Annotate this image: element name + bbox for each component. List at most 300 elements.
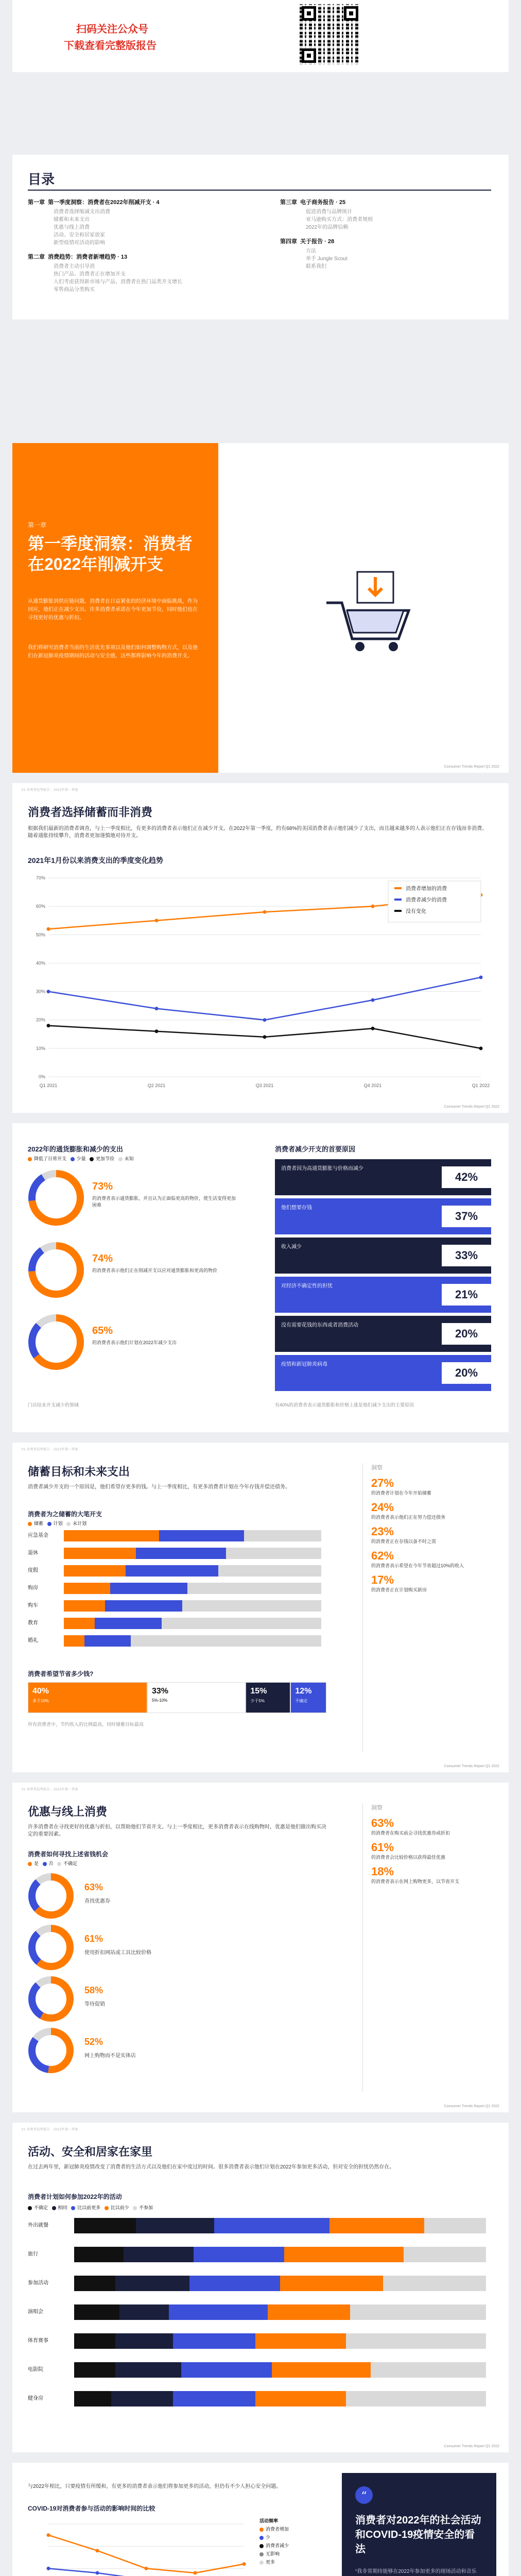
data-point — [263, 1035, 267, 1039]
donut-chart — [28, 1873, 74, 1919]
quote-text: “我非常期待能够在2022年参加更多的现场活动和音乐 — [355, 2569, 477, 2574]
side-pct: 27% — [371, 1477, 394, 1489]
goal-segment — [28, 1682, 147, 1713]
bar-label: 度假 — [28, 1568, 38, 1573]
bar-segment — [189, 2276, 280, 2291]
activity-rows — [28, 2218, 491, 2434]
bar-segment — [74, 2276, 115, 2291]
toc-sub: 活动、安全和居家放家 — [54, 232, 105, 238]
bar-segment — [162, 1618, 321, 1629]
legend-label: 少 — [266, 2535, 271, 2540]
deals-legend — [28, 1860, 77, 1867]
donut-group — [28, 1873, 326, 2089]
bar-segment — [383, 2276, 486, 2291]
bar-segment — [95, 1618, 162, 1629]
bar-segment — [218, 1565, 321, 1577]
row-label: 外出就餐 — [28, 2223, 48, 2228]
covid-line-chart — [28, 2517, 254, 2576]
legend-swatch — [394, 910, 402, 912]
bar-segment — [244, 1530, 321, 1541]
bar-label: 购房 — [28, 1585, 38, 1591]
bar-segment — [187, 1583, 321, 1594]
goal-label: 少于5% — [250, 1699, 265, 1703]
toc-chapter[interactable]: 第二章 消费趋势：消费者新增趋势 · 13 消费者主动引导消 热门产品、消费者正在增加开支 人们考虑获得新市场与产品、消费者在热门品类开支增长 零售商品分类购买 — [28, 252, 249, 294]
reason-pct: 20% — [442, 1362, 491, 1384]
data-point — [263, 910, 267, 914]
chapter1-para2: 我们将研究消费者当前的生活优先事项以及他们如何调整购物方式，以及他们在新冠肺炎疫情期间的活动与安全感，这些都将影响今年的消费开支。 — [28, 645, 198, 659]
bar-segment — [169, 2304, 268, 2320]
toc-sub: 方法 — [306, 248, 316, 254]
toc-sub: 促进消费与品牌统计 — [306, 209, 352, 215]
data-point — [242, 2562, 246, 2566]
bar-segment — [404, 2247, 486, 2262]
savings-bars — [28, 1530, 326, 1659]
legend-label: 是 — [34, 1861, 39, 1866]
legend-label: 未计划 — [73, 1521, 87, 1526]
donut-pct: 61% — [84, 1934, 103, 1944]
promo-line-2: 下载查看完整版报告 — [64, 40, 157, 52]
bar-segment — [74, 2304, 119, 2320]
bar-segment — [74, 2247, 124, 2262]
reason-pct: 21% — [442, 1284, 491, 1306]
side-text: 的消费者会比较价格以获得最佳优惠 — [371, 1855, 446, 1860]
bar-segment — [350, 2304, 486, 2320]
bar-segment — [64, 1583, 110, 1594]
side-pct: 61% — [371, 1841, 394, 1854]
page-footer: Consumer Trends Report Q1 2022 — [444, 2445, 499, 2448]
bar-segment — [173, 2333, 255, 2349]
bar-segment — [126, 1565, 218, 1577]
q-title: 消费者为之储蓄的大笔开支 — [28, 1511, 102, 1518]
legend-label: 不确定 — [34, 2205, 48, 2210]
toc-chapter-page: 28 — [327, 239, 335, 245]
reason-pct: 20% — [442, 1323, 491, 1345]
side-pct: 24% — [371, 1501, 394, 1514]
toc-title: 目录 — [28, 172, 55, 187]
y-tick-label: 20% — [36, 1017, 45, 1023]
bar-label: 退休 — [28, 1550, 38, 1556]
legend-label: 否 — [48, 1861, 54, 1866]
legend-swatch — [394, 887, 402, 889]
goal-label: 不确定 — [295, 1699, 308, 1703]
savings-goal-bar — [28, 1682, 326, 1713]
data-point — [263, 1018, 267, 1022]
chapter1-para1: 从通货膨胀到供应链问题，消费者在日益紧张的经济环境中面临挑战，作为回应，他们正在减少支出。许多消费者承诺在今年更加节俭，同时他们也在寻找更好的优惠与折扣。 — [28, 599, 198, 621]
toc-chapter-label: 第四章 — [280, 239, 297, 245]
bar-segment — [119, 2304, 169, 2320]
toc-chapter-title: 关于报告 — [300, 239, 323, 245]
page-kicker: 01 消费者趋势报告 · 2022年第一季度 — [22, 1788, 79, 1791]
bar-segment — [268, 2304, 350, 2320]
series-line — [48, 977, 481, 1020]
data-point — [371, 1027, 375, 1030]
legend-label: 少量 — [76, 1156, 86, 1161]
bar-segment — [136, 1548, 226, 1559]
donut-chart — [28, 1242, 84, 1298]
y-tick-label: 70% — [36, 875, 45, 880]
toc-page — [12, 155, 509, 319]
legend-title: 活动频率 — [259, 2518, 279, 2523]
reason-row — [275, 1238, 491, 1274]
bar-segment — [64, 1600, 105, 1612]
toc-chapter-title: 第一季度洞察：消费者在2022年削减开支 — [48, 199, 151, 206]
page-title: 活动、安全和居家在家里 — [28, 2145, 153, 2158]
data-point — [96, 2549, 99, 2552]
toc-sub: 亚马逊购买方式：消费者规则 — [306, 217, 373, 223]
reason-text: 对经济不确定性的担忧 — [281, 1283, 333, 1289]
donut-chart — [28, 1924, 74, 1971]
q-title: 消费者如何寻找上述省钱机会 — [28, 1851, 109, 1858]
side-text: 的消费者在购买前会寻找优惠券或折扣 — [371, 1831, 450, 1836]
page-footer: Consumer Trends Report Q1 2022 — [444, 2105, 499, 2108]
q-title: 消费者计划如何参加2022年的活动 — [28, 2193, 122, 2200]
donut-chart — [28, 1976, 74, 2022]
bar-segment — [64, 1618, 95, 1629]
page-title: 优惠与线上消费 — [28, 1805, 108, 1818]
bar-segment — [64, 1635, 84, 1647]
bar-segment — [115, 2276, 189, 2291]
donut-legend — [28, 1155, 134, 1162]
donut-pct: 58% — [84, 1985, 103, 1995]
reason-pct: 37% — [442, 1206, 491, 1227]
bar-segment — [329, 2218, 424, 2233]
bar-segment — [115, 2333, 173, 2349]
side-pct: 23% — [371, 1525, 394, 1538]
side-text: 的消费者表示在网上购物更多，以节省开支 — [371, 1879, 460, 1884]
reason-row — [275, 1316, 491, 1352]
donut-pct: 65% — [92, 1325, 113, 1336]
data-point — [155, 1007, 159, 1010]
page-intro: 消费者减少开支的一个原因是，他们希望存更多的钱。与上一季度相比，有更多消费者计划在今年存钱并偿还债务。 — [28, 1484, 290, 1490]
bar-segment — [64, 1530, 159, 1541]
bar-segment — [346, 2391, 486, 2406]
toc-chapter[interactable]: 第三章 电子商务报告 · 25 促进消费与品牌统计 亚马逊购买方式：消费者规则 2022年的品牌信赖 — [280, 198, 486, 231]
chapter1-title: 第一季度洞察：消费者在2022年削减开支 — [28, 534, 193, 573]
goal-label: 5%-10% — [152, 1698, 168, 1703]
donut-chart — [28, 2027, 74, 2074]
toc-chapter-title: 电子商务报告 — [300, 199, 335, 206]
data-point — [47, 2533, 50, 2537]
page-intro: 在过去两年里，新冠肺炎疫情改变了消费者的生活方式以及他们在家中度过的时间。很多消费者表示他们计划在2022年参加更多活动，但对安全的担忧仍然存在。 — [28, 2164, 395, 2170]
bar-segment — [255, 2333, 346, 2349]
bar-segment — [226, 1548, 321, 1559]
legend-label: 计划 — [53, 1521, 63, 1526]
bar-segment — [371, 2362, 486, 2378]
donut-chart — [28, 1170, 84, 1226]
bar-segment — [124, 2247, 194, 2262]
data-point — [155, 919, 159, 922]
bar-label: 购车 — [28, 1603, 38, 1608]
toc-chapter-label: 第三章 — [280, 199, 297, 206]
legend-label: 没有变化 — [406, 909, 426, 914]
legend-swatch — [394, 899, 402, 901]
x-tick-label: Q1 2022 — [472, 1083, 490, 1088]
row-label: 体育赛事 — [28, 2338, 48, 2344]
toc-chapter-title: 消费趋势：消费者新增趋势 — [48, 254, 116, 260]
goal-segment — [246, 1682, 290, 1713]
row-label: 旅行 — [28, 2251, 38, 2257]
data-point — [371, 905, 375, 908]
activities-page — [12, 2123, 509, 2452]
legend-label: 无影响 — [266, 2551, 280, 2556]
legend-label: 相同 — [58, 2205, 67, 2210]
donut-pct: 63% — [84, 1882, 103, 1892]
page-note: 所有消费者中，节约收入的比例最高，同时储蓄目标最高 — [28, 1722, 144, 1727]
toc-sub: 联系我们 — [306, 264, 326, 269]
page-intro: 根据我们最新的消费者调查，与上一季度相比，有更多的消费者表示他们正在减少开支。在2022年第一季度，约有68%的美国消费者表示他们减少了支出，而且越来越多的人表示他们正在存钱而非消费。随着通胀持续攀升，消费者更加谨慎地对待开支。 — [28, 826, 488, 839]
data-point — [47, 2567, 50, 2570]
bar-label: 教育 — [28, 1620, 38, 1626]
data-point — [479, 1046, 483, 1050]
bar-segment — [182, 1600, 321, 1612]
side-pct: 18% — [371, 1865, 394, 1878]
chart-title: 2021年1月份以来消费支出的季度变化趋势 — [28, 856, 163, 865]
donut-pct: 52% — [84, 2037, 103, 2047]
bar-segment — [74, 2333, 115, 2349]
bar-segment — [159, 1530, 244, 1541]
chart-legend — [259, 2517, 321, 2566]
q2-title: 消费者希望节省多少钱? — [28, 1670, 94, 1677]
side-panel — [362, 1803, 496, 2092]
bar-segment — [424, 2218, 486, 2233]
reason-row — [275, 1198, 491, 1234]
goal-pct: 40% — [32, 1687, 49, 1696]
y-tick-label: 0% — [38, 1074, 45, 1079]
reason-row — [275, 1355, 491, 1391]
row-label: 健身房 — [28, 2396, 43, 2401]
bar-segment — [115, 2362, 181, 2378]
bar-segment — [131, 1635, 321, 1647]
side-pct: 62% — [371, 1549, 394, 1562]
donut-text: 的消费者表示通货膨胀，并且认为正面临更高的物价，使生活变得更加困难 — [92, 1196, 236, 1208]
legend-label: 比以前更多 — [77, 2205, 101, 2210]
shopping-cart-icon — [321, 567, 419, 654]
data-point — [194, 2571, 197, 2575]
legend-label: 降低了日常开支 — [34, 1156, 67, 1161]
page-kicker: 01 消费者趋势报告 · 2022年第一季度 — [22, 1448, 79, 1451]
x-tick-label: Q1 2021 — [39, 1083, 58, 1088]
bar-segment — [194, 2247, 284, 2262]
donut-chart — [28, 1314, 84, 1370]
bar-segment — [280, 2276, 383, 2291]
reason-pct: 33% — [442, 1245, 491, 1266]
bar-segment — [74, 2218, 136, 2233]
bar-label: 婚礼 — [28, 1638, 38, 1643]
donut-label: 等待促销 — [84, 2002, 105, 2007]
donut-text: 的消费者表示他们正在削减开支以应对通货膨胀和更高的物价 — [92, 1268, 218, 1273]
data-point — [155, 1029, 159, 1033]
donut-label: 查找优惠券 — [84, 1899, 110, 1904]
donut-text: 的消费者表示他们计划在2022年减少支出 — [92, 1340, 177, 1345]
bar-segment — [136, 2218, 214, 2233]
data-point — [47, 1024, 50, 1027]
side-text: 的消费者正在计划购买新房 — [371, 1587, 427, 1592]
goal-label: 多于10% — [32, 1699, 49, 1703]
bar-segment — [111, 2391, 173, 2406]
left-note: 门店结业开支减少的领域 — [28, 1402, 79, 1408]
legend-label: 不确定 — [63, 1861, 78, 1866]
data-point — [479, 976, 483, 979]
y-tick-label: 30% — [36, 989, 45, 994]
legend-label: 储蓄 — [34, 1521, 44, 1526]
data-point — [145, 2567, 148, 2570]
side-stats — [371, 1817, 496, 1885]
chart-legend — [388, 881, 481, 922]
side-text: 的消费者正在存钱以备不时之需 — [371, 1539, 437, 1544]
toc-sub: 优惠与线上消费 — [54, 225, 90, 230]
toc-chapter-page: 25 — [339, 199, 346, 206]
bar-segment — [110, 1583, 187, 1594]
row-label: 演唱会 — [28, 2309, 43, 2315]
x-tick-label: Q2 2021 — [147, 1083, 166, 1088]
row-label: 参加活动 — [28, 2280, 48, 2286]
bar-segment — [284, 2247, 404, 2262]
quote-title: 消费者对2022年的社会活动和COVID-19疫情安全的看法 — [355, 2515, 481, 2555]
toc-chapter[interactable]: 第四章 关于报告 · 28 方法 单手 Jungle Scout 联系我们 — [280, 237, 486, 270]
page-intro: 与2022年相比，只要疫情有所缓和，有更多的消费者表示他们将参加更多的活动，但仍有不少人担心安全问题。 — [28, 2484, 282, 2489]
row-label: 电影院 — [28, 2367, 43, 2372]
y-tick-label: 50% — [36, 932, 45, 938]
reason-pct: 42% — [442, 1166, 491, 1188]
legend-label: 比以前少 — [110, 2205, 129, 2210]
page-kicker: 01 消费者趋势报告 · 2022年第一季度 — [22, 789, 79, 792]
y-tick-label: 10% — [36, 1045, 45, 1051]
promo-header — [12, 0, 509, 72]
donut-label: 网上购物而不是实体店 — [84, 2053, 136, 2059]
bar-segment — [214, 2218, 329, 2233]
toc-sub: 单手 Jungle Scout — [306, 256, 348, 262]
legend-label: 消费者减少 — [266, 2543, 289, 2548]
page-footer: Consumer Trends Report Q1 2022 — [444, 765, 499, 769]
donut-pct: 74% — [92, 1253, 113, 1264]
side-stats — [371, 1477, 496, 1594]
data-point — [371, 998, 375, 1002]
bar-segment — [74, 2391, 111, 2406]
bar-segment — [272, 2362, 371, 2378]
trend-page — [12, 783, 509, 1113]
savings-page — [12, 1443, 509, 1772]
reason-row — [275, 1159, 491, 1195]
goal-segment — [147, 1682, 246, 1713]
donut-pct: 73% — [92, 1181, 113, 1192]
bar-segment — [74, 2362, 115, 2378]
page-title: 消费者选择储蓄而非消费 — [28, 806, 153, 819]
side-text: 的消费者表示他们正在努力偿还债务 — [371, 1515, 446, 1520]
legend-label: 未知 — [124, 1156, 134, 1161]
reason-text: 没有需要花钱的东西或者消费活动 — [281, 1323, 358, 1328]
bar-segment — [64, 1565, 126, 1577]
chapter1-page — [12, 443, 509, 773]
data-point — [96, 2571, 99, 2575]
toc-chapter-label: 第二章 — [28, 254, 45, 260]
data-point — [47, 990, 50, 993]
toc-chapter-page: 13 — [120, 254, 128, 260]
x-tick-label: Q4 2021 — [363, 1083, 382, 1088]
toc-sub: 人们考虑获得新市场与产品、消费者在热门品类开支增长 — [54, 279, 182, 285]
toc-sub: 热门产品、消费者正在增加开支 — [54, 272, 126, 277]
legend-label: 更多 — [266, 2560, 275, 2565]
side-title: 洞察 — [371, 1805, 383, 1811]
quote-icon: “ — [355, 2486, 373, 2504]
bar-label: 应急基金 — [28, 1533, 48, 1538]
page-footer: Consumer Trends Report Q1 2022 — [444, 1765, 499, 1768]
toc-sub: 消费者主动引导消 — [54, 264, 95, 269]
trend-line-chart — [28, 871, 491, 1092]
legend-label: 消费者减少的消费 — [406, 897, 447, 903]
qr-code[interactable] — [300, 4, 360, 65]
savings-legend — [28, 1520, 86, 1527]
reason-list — [275, 1159, 491, 1394]
bar-segment — [64, 1548, 136, 1559]
reason-text: 疫情和新冠肺炎病毒 — [281, 1362, 327, 1367]
reason-text: 消费者因为高通货膨胀与价格而减少 — [281, 1166, 363, 1172]
chapter1-panel — [12, 443, 218, 773]
bar-segment — [173, 2391, 255, 2406]
chapter1-tag: 第一章 — [28, 521, 47, 529]
data-point — [47, 927, 50, 931]
legend-label: 更加节俭 — [96, 1156, 115, 1161]
legend-label: 不参加 — [139, 2205, 153, 2210]
legend-label: 消费者增加的消费 — [406, 886, 447, 892]
goal-pct: 15% — [250, 1687, 267, 1696]
toc-chapter-page: 4 — [156, 199, 160, 206]
goal-pct: 33% — [152, 1687, 169, 1696]
page-title: 储蓄目标和未来支出 — [28, 1465, 130, 1478]
goal-segment — [290, 1682, 326, 1713]
side-pct: 17% — [371, 1573, 394, 1586]
reason-text: 他们想要存钱 — [281, 1205, 312, 1211]
quote-panel — [342, 2473, 496, 2576]
bar-segment — [181, 2362, 272, 2378]
y-tick-label: 60% — [36, 904, 45, 909]
toc-sub: 新型疫情对活动的影响 — [54, 240, 105, 246]
page-intro: 许多消费者在寻找更好的优惠与折扣，以帮助他们节省开支。与上一季度相比，更多消费者表示在线购物时，优惠是他们做出购买决定的重要因素。 — [28, 1824, 326, 1837]
deals-page — [12, 1783, 509, 2112]
toc-chapter[interactable]: 第一章 第一季度洞察：消费者在2022年削减开支 · 4 消费者选择缩减支出消费 储蓄和未来支出 优惠与线上消费 活动、安全和居家放家 新型疫情对活动的影响 — [28, 198, 249, 247]
y-tick-label: 40% — [36, 960, 45, 966]
side-text: 的消费者计划在今年开始储蓄 — [371, 1490, 432, 1496]
chart-title: COVID-19对消费者参与活动的影响时间的比较 — [28, 2505, 155, 2512]
toc-sub: 2022年的品牌信赖 — [306, 225, 349, 230]
goal-pct: 12% — [295, 1687, 312, 1696]
reason-row — [275, 1277, 491, 1313]
toc-chapter-label: 第一章 — [28, 199, 45, 206]
right-note: 有40%的消费者表示通货膨胀和价格上涨是他们减少支出的主要原因 — [275, 1402, 414, 1408]
legend-label: 消费者增加 — [266, 2527, 289, 2532]
bar-segment — [105, 1600, 182, 1612]
bar-segment — [346, 2333, 486, 2349]
right-title: 消费者减少开支的首要原因 — [275, 1145, 356, 1153]
reason-text: 收入减少 — [281, 1244, 302, 1250]
x-tick-label: Q3 2021 — [255, 1083, 274, 1088]
reduce-page — [12, 1123, 509, 1432]
donut-group — [28, 1170, 244, 1391]
activities-legend — [28, 2204, 153, 2211]
toc-sub: 零售商品分类购买 — [54, 287, 95, 293]
side-text: 的消费者表示希望在今年节省超过10%的收入 — [371, 1563, 464, 1568]
promo-line-1: 扫码关注公众号 — [76, 24, 148, 35]
covid-page — [12, 2463, 509, 2576]
bar-segment — [255, 2391, 346, 2406]
side-pct: 63% — [371, 1817, 394, 1829]
toc-sub: 储蓄和未来支出 — [54, 217, 90, 223]
donut-label: 使用折扣网站或工具比较价格 — [84, 1950, 151, 1956]
left-title: 2022年的通货膨胀和减少的支出 — [28, 1145, 123, 1153]
bar-segment — [84, 1635, 131, 1647]
side-panel — [362, 1463, 496, 1752]
toc-sub: 消费者选择缩减支出消费 — [54, 209, 110, 215]
side-title: 洞察 — [371, 1465, 383, 1471]
